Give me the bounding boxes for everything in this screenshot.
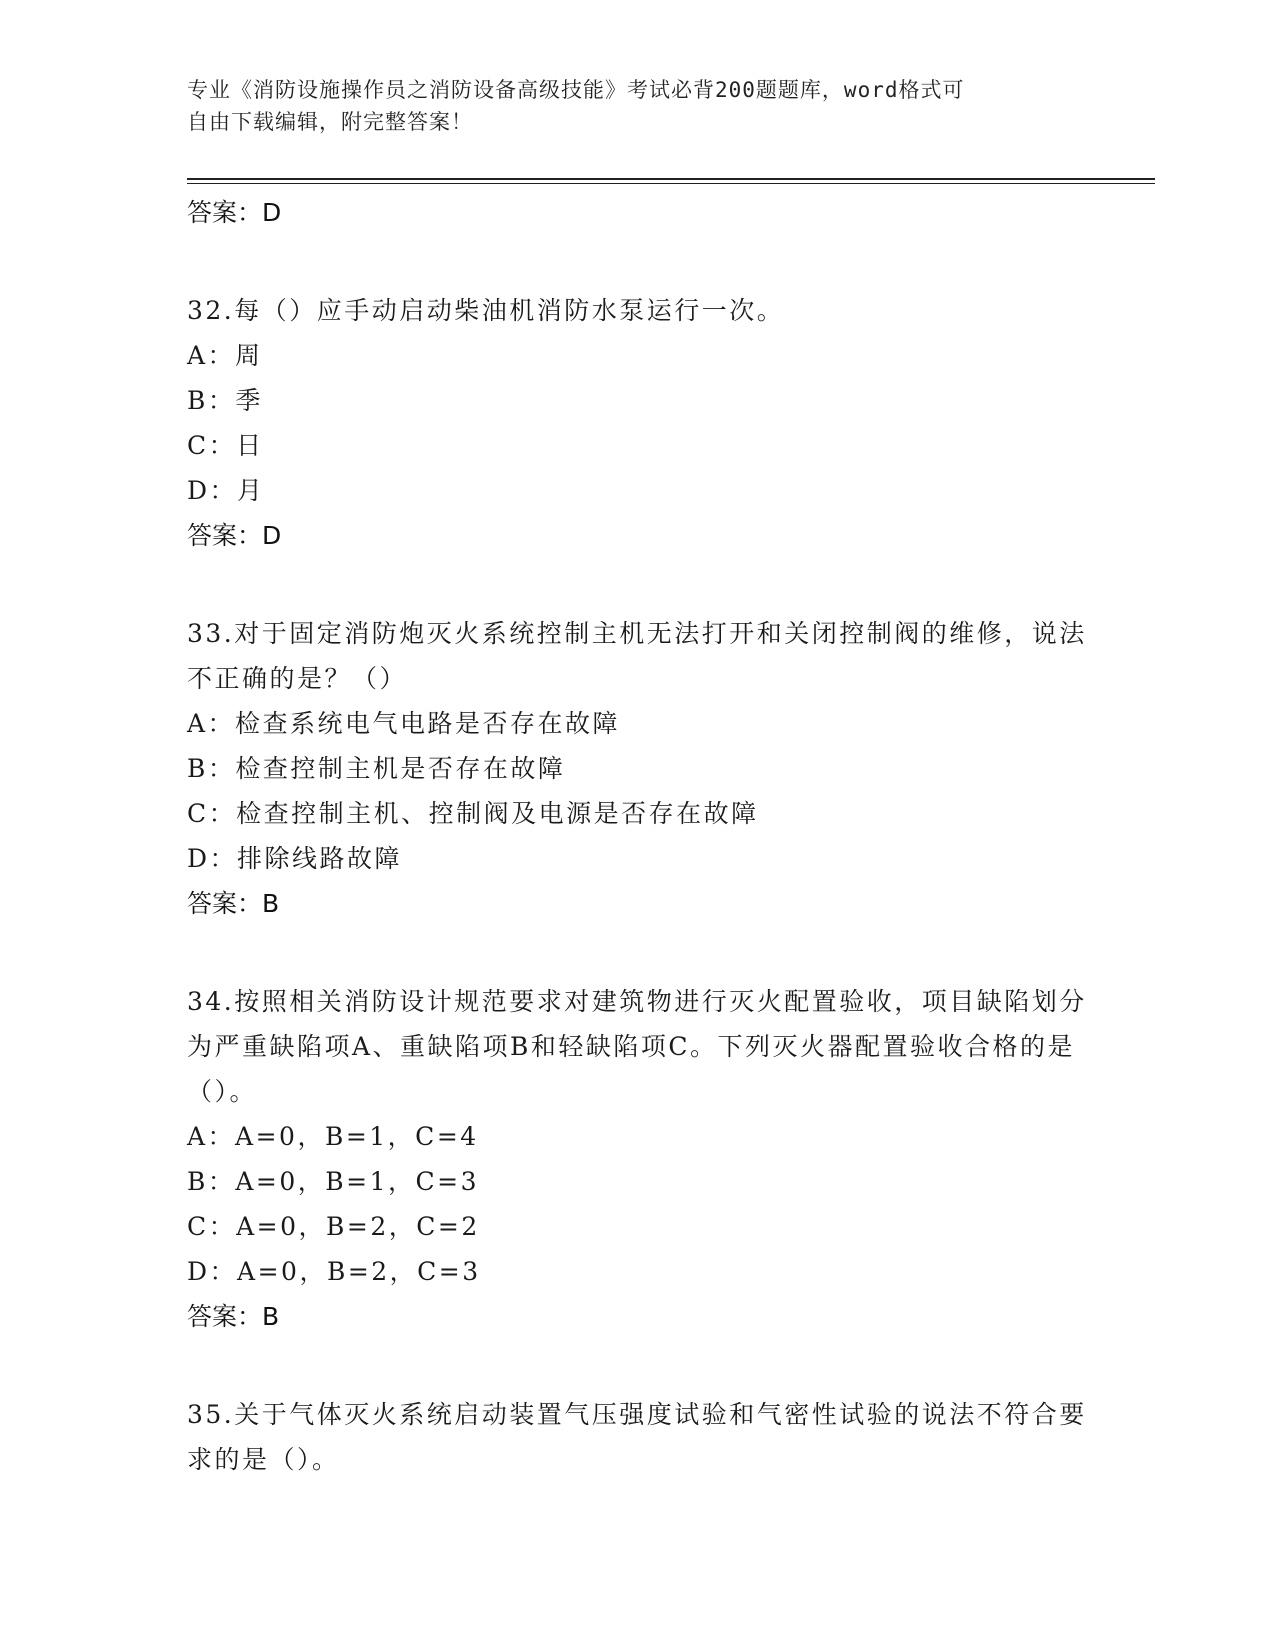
option-b: B：A=0，B=1，C=3 [187,1167,479,1196]
answer: 答案：D [187,521,282,550]
document-header [187,74,1067,138]
answer: 答案：B [187,889,280,918]
question-35 [187,1392,1087,1482]
question-list [187,190,1087,1482]
option-d: D：A=0，B=2，C=3 [187,1257,481,1286]
question-text: 32.每（）应手动启动柴油机消防水泵运行一次。 [187,296,785,325]
option-d: D：排除线路故障 [187,844,403,873]
header-rule-thick [187,178,1155,180]
answer: 答案：B [187,1302,280,1331]
question-text: 35.关于气体灭火系统启动装置气压强度试验和气密性试验的说法不符合要求的是（）。 [187,1400,1087,1474]
question-34 [187,979,1087,1340]
option-a: A：A=0，B=1，C=4 [187,1122,479,1151]
question-text: 34.按照相关消防设计规范要求对建筑物进行灭火配置验收，项目缺陷划分为严重缺陷项A、重缺陷项B和轻缺陷项C。下列灭火器配置验收合格的是（）。 [187,987,1087,1106]
option-a: A：周 [187,341,263,370]
option-c: C：检查控制主机、控制阀及电源是否存在故障 [187,799,759,828]
option-c: C：A=0，B=2，C=2 [187,1212,480,1241]
question-32 [187,288,1087,559]
question-33 [187,611,1087,927]
header-line-1: 专业《消防设施操作员之消防设备高级技能》考试必背200题题库，word格式可 [187,78,965,102]
header-line-2: 自由下载编辑，附完整答案！ [187,110,473,134]
answer-31: 答案：D [187,198,282,227]
option-a: A：检查系统电气电路是否存在故障 [187,709,621,738]
option-b: B：检查控制主机是否存在故障 [187,754,566,783]
question-text: 33.对于固定消防炮灭火系统控制主机无法打开和关闭控制阀的维修，说法不正确的是？（） [187,619,1087,693]
option-b: B：季 [187,386,263,415]
option-c: C：日 [187,431,264,460]
option-d: D：月 [187,476,265,505]
header-rule-thin [187,183,1155,184]
